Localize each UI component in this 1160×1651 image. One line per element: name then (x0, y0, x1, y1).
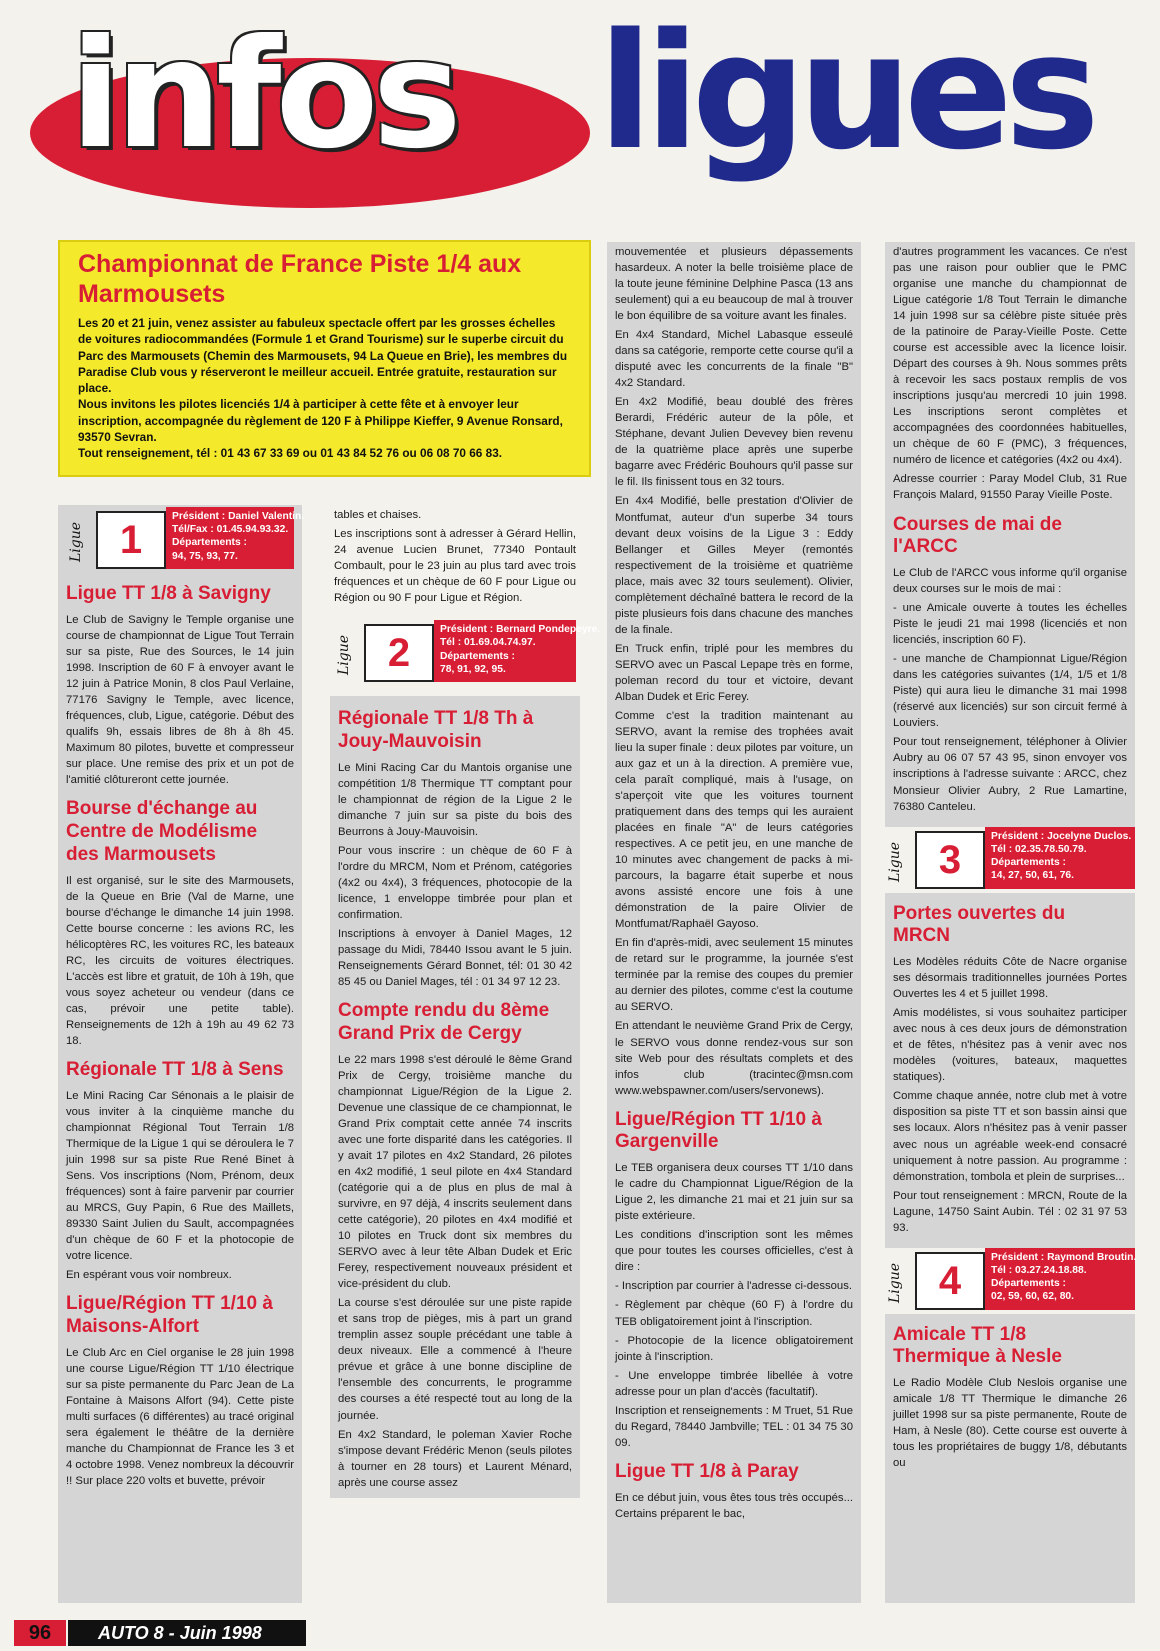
article-title: Ligue TT 1/8 à Paray (615, 1460, 799, 1482)
president-tel: Tél : 01.69.04.74.97. (440, 637, 536, 649)
president-name: Président : Raymond Broutin. (991, 1251, 1137, 1263)
header-title-right: ligues (598, 0, 1092, 185)
departements-label: Départements : (440, 650, 515, 662)
article-text: - Règlement par chèque (60 F) à l'ordre du TEB obligatoirement joint à l'inscription. (615, 1299, 853, 1328)
championnat-box (58, 240, 591, 477)
president-tel: Tél : 02.35.78.50.79. (991, 843, 1087, 855)
article-text: Le 22 mars 1998 s'est déroulé le 8ème Grand Prix de Cergy, troisième manche du championnat Ligue/Région de la Ligue 2. Devenue une classique de ce championnat, le Grand Prix comptait cette année 74 inscrits avec une forte disparité dans les catégories. Il y avait 17 pilotes en 4x2 Standard, 26 pilotes en 4x2 modifié, 1 seul pilote en 4x4 Standard (catégorie qui a de plus en plus de mal à survivre, en 97 déjà, 4 inscrits seulement dans cette catégorie), 20 pilotes en 4x4 modifié et 10 pilotes en Truck dont six membres du SERVO avec à leur tête Alban Dudek et Eric Ferey, respectivement nouveaux président et vice-président du club. (338, 1053, 572, 1291)
championnat-text-2: Nous invitons les pilotes licenciés 1/4 à participer à cette fête et à envoyer leur inscription, accompagnée du règlement de 120 F à Philippe Kieffer, 9 Avenue Ronsard, 93570 Sevran. (78, 397, 563, 444)
article-title: Ligue/Région TT 1/10 à Maisons-Alfort (66, 1293, 273, 1337)
president-tel: Tél : 03.27.24.18.88. (991, 1264, 1087, 1276)
ligue-2-header (334, 620, 601, 686)
championnat-text-3: Tout renseignement, tél : 01 43 67 33 69 ou 01 43 84 52 76 ou 06 08 70 66 83. (78, 446, 503, 461)
president-name: Président : Daniel Valentin. (172, 511, 305, 522)
ligue-president-box (434, 620, 601, 682)
header-title-left: infos (70, 8, 456, 182)
president-name: Président : Bernard Pondepeyre. (440, 624, 601, 636)
ligue-word: Ligue (887, 1262, 904, 1303)
article-text: Les Modèles réduits Côte de Nacre organise ses désormais traditionnelles journées Portes Ouvertes les 4 et 5 juillet 1998. (893, 956, 1127, 1001)
ligue-1-header (66, 507, 305, 573)
article-text: tables et chaises. (334, 509, 422, 521)
column-4 (885, 242, 1135, 1603)
article-text: mouvementée et plusieurs dépassements hasardeux. A noter la belle troisième place de la toute jeune féminine Delphine Pasca (13 ans seulement) qui a eu beaucoup de mal à trouver le bon équilibre de sa voiture avant les finales. (615, 246, 853, 323)
article-title: Portes ouvertes du MRCN (893, 902, 1066, 947)
championnat-title: Championnat de France Piste 1/4 aux Marmousets (78, 250, 522, 308)
article-text: En Truck enfin, triplé pour les membres du SERVO avec un Pascal Lepape très en forme, poleman record du tour et victoire, devant Alban Dudek et Eric Ferey. (615, 642, 853, 703)
article-title: Ligue TT 1/8 à Savigny (66, 583, 271, 604)
article-text: En 4x2 Standard, le poleman Xavier Roche s'impose devant Frédéric Menon (seuls pilotes à tourner en 28 tours) et Laurent Ménard, après une course assez (338, 1428, 572, 1489)
article-text: Le Mini Racing Car du Mantois organise une compétition 1/8 Thermique TT comptant pour le championnat de région de la Ligue 2 le dimanche 7 juin sur sa piste du bois des Beurrons à Jouy-Mauvoisin. (338, 761, 572, 838)
article-text: Pour vous inscrire : un chèque de 60 F à l'ordre du MRCM, Nom et Prénom, catégories (4x2 ou 4x4), 3 fréquences, photocopie de la licence, 1 enveloppe timbrée pour plan et confirmation. (338, 844, 572, 922)
article-text: Le TEB organisera deux courses TT 1/10 dans le cadre du Championnat Ligue/Région de la Ligue 2, les dimanche 21 mai et 21 juin sur sa piste extérieure. (615, 1162, 853, 1223)
article-text: Comme c'est la tradition maintenant au SERVO, avant la remise des trophées avait lieu la super finale : deux pilotes par voiture, un aux gaz et un à la direction. A première vue, cela paraît compliqué, mais à l'usage, on s'aperçoit vite que les voitures tournent pratiquement dans des temps qui les auraient placées en finale "A" de leurs catégories respectives. A ce petit jeu, en une manche de 10 minutes avec changement de packs à mi-parcours, la bagarre était superbe et nous avons assisté encore une fois à une démonstration de la paire Olivier de Montfumat/Raphaël Gayoso. (615, 709, 853, 931)
article-text: - une Amicale ouverte à toutes les échelles Piste le jeudi 21 mai 1998 (licenciés et non licenciés, inscription 60 F). (893, 602, 1127, 647)
article-text: Le Club de Savigny le Temple organise une course de championnat de Ligue Tout Terrain sur sa piste, Rue des Sources, le 14 juin 1998. Inscription de 60 F à envoyer avant le 12 juin à Patrice Monin, 8 clos Paul Verlaine, 77176 Savigny le Temple, avec licence, fréquences, club, Ligue, catégorie. Début des qualifs 9h, essais libres de 8h à 8h 45. Maximum 80 pilotes, buvette et compresseur sur place. Une remise des prix et un pot de l'amitié clôtureront cette journée. (66, 613, 294, 787)
ligue-president-box (985, 1248, 1135, 1310)
ligue-word: Ligue (68, 521, 85, 563)
president-name: Président : Jocelyne Duclos. (991, 830, 1132, 842)
article-text: d'autres programment les vacances. Ce n'est pas une raison pour oublier que le PMC organise une manche du championnat de Ligue catégorie 1/8 Tout Terrain le dimanche 14 juin 1998 sur sa célèbre piste située près de la patinoire de Paray-Vieille Poste. Cette course est accessible avec la licence loisir. Départ des courses à 9h. Nous sommes prêts à recevoir les sacs postaux remplis de vos inscriptions jusqu'au mercredi 10 juin 1998. Les inscriptions seront complètes et accompagnées des coordonnées habituelles, un chèque de 60 F (PMC), 3 fréquences, numéro de licence et catégories (4x2 ou 4x4). (893, 246, 1127, 467)
page-number: 96 (14, 1620, 66, 1646)
article-text: - une manche de Championnat Ligue/Région dans les catégories suivantes (1/4, 1/5 et 1/8 Piste) qui aura lieu le dimanche 31 mai 1998 (réservé aux licenciés) sur son circuit fermé à Louviers. (893, 653, 1127, 730)
ligue-number: 2 (364, 624, 434, 682)
article-text: En espérant vous voir nombreux. (66, 1269, 232, 1282)
page-footer (0, 1616, 1160, 1651)
article-text: - Inscription par courrier à l'adresse ci-dessous. (615, 1280, 852, 1293)
championnat-text-1: Les 20 et 21 juin, venez assister au fabuleux spectacle offert par les grosses échelles de voitures radiocommandées (Formule 1 et Grand Tourisme) sur le superbe circuit du Parc des Marmousets (Chemin des Marmousets, 94 La Queue en Brie), les membres du Paradise Club vous y réserveront le meilleur accueil. Entrée gratuite, restauration sur place. (78, 316, 568, 396)
departements-list: 14, 27, 50, 61, 76. (991, 870, 1075, 882)
article-text: Inscription et renseignements : M Truet, 51 Rue du Regard, 78440 Jambville; TEL : 01 34 75 30 09. (615, 1404, 853, 1449)
article-text: En 4x4 Modifié, belle prestation d'Olivier de Montfumat, auteur d'un superbe 34 tours devant deux voisins de la Ligue 3 : Eddy Bellanger et Gilles Meyer (remontés respectivement de la troisième et quatrième place, mais avec 32 tours seulement). Olivier, complètement déchaîné battera le record de la piste plusieurs fois dans chacune des manches de la finale. (615, 495, 853, 636)
departements-list: 94, 75, 93, 77. (172, 550, 238, 562)
departements-list: 02, 59, 60, 62, 80. (991, 1291, 1075, 1303)
article-text: En ce début juin, vous êtes tous très occupés... Certains préparent le bac, (615, 1491, 853, 1520)
column-2 (330, 505, 601, 1603)
article-text: En fin d'après-midi, avec seulement 15 minutes de retard sur le programme, la journée s'est terminée par la remise des coupes du premier au dernier des pilotes, comme c'est la coutume au SERVO. (615, 937, 853, 1014)
president-tel: Tél/Fax : 01.45.94.93.32. (172, 524, 289, 536)
article-text: En 4x4 Standard, Michel Labasque esseulé dans sa catégorie, remporte cette course qu'il a disputé avec les concurrents de la finale "B" 4x2 Standard. (615, 329, 853, 390)
article-text: Comme chaque année, notre club met à votre disposition sa piste TT et son bassin ainsi que ses locaux. Alors n'hésitez pas à venir passer avec nous un agréable week-end consacré uniquement à notre passion. Au programme : démonstration, tombola et plein de surprises... (893, 1090, 1127, 1183)
article-text: La course s'est déroulée sur une piste rapide et sans trop de pièges, mis à part un grand tremplin assez souple précédant une table à deux niveaux. Elle a commencé à l'heure prévue et grâce à une bonne discipline de l'ensemble des concurrents, le programme des courses a été respecté tout au long de la journée. (338, 1297, 572, 1422)
article-title: Amicale TT 1/8 Thermique à Nesle (893, 1323, 1062, 1368)
article-text: - Photocopie de la licence obligatoirement jointe à l'inscription. (615, 1334, 853, 1363)
jouy-cergy-block (330, 696, 580, 1497)
ligue-number: 3 (915, 831, 985, 889)
article-title: Ligue/Région TT 1/10 à Gargenville (615, 1108, 822, 1153)
departements-label: Départements : (991, 856, 1066, 868)
article-text: Pour tout renseignement, téléphoner à Olivier Aubry au 06 07 57 43 95, sinon envoyer vos inscriptions à l'adresse suivante : ARCC, chez Monsieur Olivier Aubry, 2 Rue Lamartine, 76380 Canteleu. (893, 736, 1127, 813)
column-3 (607, 242, 861, 1603)
article-title: Courses de mai de l'ARCC (893, 513, 1062, 558)
article-title: Compte rendu du 8ème Grand Prix de Cergy (338, 1000, 550, 1045)
article-text: Adresse courrier : Paray Model Club, 31 Rue François Malard, 91550 Paray Vieille Poste. (893, 473, 1127, 502)
ligue-president-box (985, 827, 1135, 889)
ligue-number: 4 (915, 1252, 985, 1310)
article-text: - Une enveloppe timbrée libellée à votre adresse pour un plan d'accès (facultatif). (615, 1369, 853, 1398)
ligue-word: Ligue (887, 841, 904, 882)
ligue-4-header (885, 1248, 1135, 1314)
article-title: Régionale TT 1/8 Th à Jouy-Mauvoisin (338, 708, 534, 752)
article-title: Bourse d'échange au Centre de Modélisme des Marmousets (66, 798, 258, 865)
ligue-word: Ligue (336, 635, 353, 676)
publication-name: AUTO 8 - Juin 1998 (68, 1620, 306, 1646)
article-text: Pour tout renseignement : MRCN, Route de la Lagune, 14750 Saint Aubin. Tél : 02 31 97 53 93. (893, 1189, 1127, 1234)
article-text: Les inscriptions sont à adresser à Gérard Hellin, 24 avenue Lucien Brunet, 77340 Pontault Combault, pour le 23 juin au plus tard avec trois fréquences et un chèque de 60 F pour Ligue ou Région ou 90 F pour Ligue et Région. (334, 528, 576, 605)
departements-list: 78, 91, 92, 95. (440, 663, 506, 675)
departements-label: Départements : (991, 1278, 1066, 1290)
article-text: Inscriptions à envoyer à Daniel Mages, 12 passage du Midi, 78440 Issou avant le 5 juin. Renseignements Gérard Bonnet, tél: 01 30 42 85 45 ou Daniel Mages, tél : 01 34 97 12 23. (338, 928, 572, 989)
departements-label: Départements : (172, 537, 247, 549)
article-text: Le Club de l'ARCC vous informe qu'il organise deux courses sur le mois de mai : (893, 567, 1127, 596)
article-text: Les conditions d'inscription sont les mêmes que pour toutes les courses officielles, c'est à dire : (615, 1229, 853, 1274)
article-text: Amis modélistes, si vous souhaitez participer avec nous à ces deux jours de démonstration et de fêtes, n'hésitez pas à venir avec nos modèles (voitures, bateaux, maquettes statiques). (893, 1007, 1127, 1084)
ligue-number: 1 (96, 511, 166, 569)
article-text: En attendant le neuvième Grand Prix de Cergy, le SERVO vous donne rendez-vous sur son site Web pour des résultats complets et des infos club (tracintec@msn.com www.webspawner.com/users/servonews). (615, 1020, 853, 1097)
ligue-3-header (885, 827, 1135, 893)
article-text: Le Radio Modèle Club Neslois organise une amicale 1/8 TT Thermique le dimanche 26 juillet 1998 sur sa piste permanente, Route de Ham, à Nesle (80). Cette course est ouverte à tous les propriétaires de buggy 1/8, débutants ou (893, 1377, 1127, 1470)
article-text: Le Mini Racing Car Sénonais a le plaisir de vous inviter à la cinquième manche du championnat Régional Tout Terrain 1/8 Thermique de la Ligue 1 qui se déroulera le 7 juin 1998 sur sa piste Rue René Binet à Sens. Vos inscriptions (Nom, Prénom, deux fréquences) sont à faire parvenir par courrier au MRCS, Guy Papin, 6 Rue des Maillets, 89330 Saint Julien du Sault, accompagnées d'un chèque de 60 F et la photocopie de votre licence. (66, 1089, 294, 1262)
page-header (0, 0, 1160, 230)
ligue-president-box (166, 507, 305, 569)
article-text: Il est organisé, sur le site des Marmousets, de la Queue en Brie (Val de Marne, une bourse d'échange le dimanche 14 juin 1998. Cette bourse concerne : les avions RC, les hélicoptères RC, les voitures RC, les bateaux RC, les circuits de voitures électriques. L'accès est libre et gratuit, de 10h à 19h, que vous soyez acheteur ou vendeur (dans ce cas, prévoir une petite table). Renseignements de 12h à 19h au 49 62 73 18. (66, 874, 294, 1047)
article-title: Régionale TT 1/8 à Sens (66, 1058, 284, 1080)
article-text: En 4x2 Modifié, beau doublé des frères Berardi, Frédéric auteur de la pôle, et Stéphane, devant Julien Devevey bien revenu de la quatrième place après une superbe bagarre avec Frédéric Bouhours qu'il passe sur le fil. Ils finissent tous en 32 tours. (615, 396, 853, 489)
column-1 (58, 505, 305, 1603)
article-text: Le Club Arc en Ciel organise le 28 juin 1998 une course Ligue/Région TT 1/10 électrique sur sa piste permanente du Parc Jean de La Fontaine à Maisons Alfort (94). Cette piste multi surfaces (6 différentes) au tracé original sera également le théâtre de la dernière manche du Championnat de France les 3 et 4 octobre 1998. Venez nombreux la découvrir !! Sur place 220 volts et buvette, prévoir (66, 1346, 294, 1487)
